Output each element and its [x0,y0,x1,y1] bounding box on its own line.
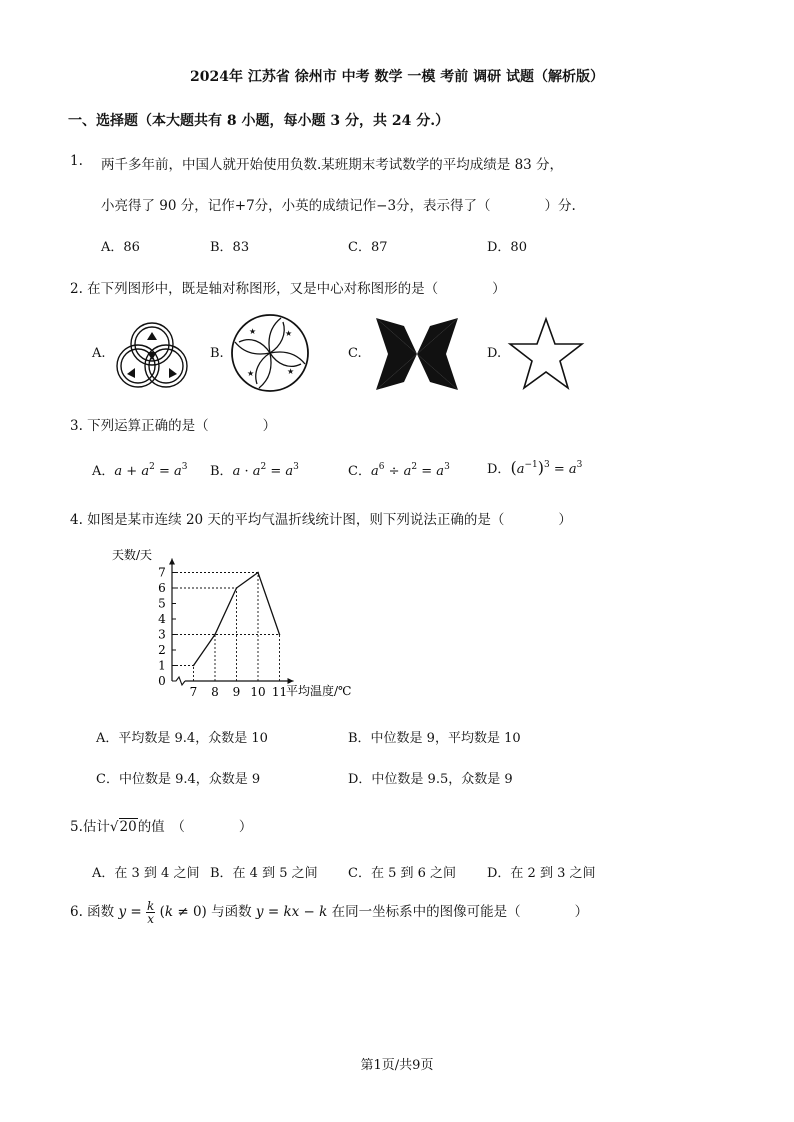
q1-line1: 两千多年前，中国人就开始使用负数.某班期末考试数学的平均成绩是 83 分， [101,157,564,173]
y-tick-label: 1 [158,658,166,673]
fraction-k-over-x: $\frac{k}{x}$ [147,899,155,926]
data-point [214,634,216,636]
q5-option-c: C．在 5 到 6 之间 [348,866,457,881]
x-tick-label: 11 [271,685,288,699]
y-axis-label: 天数/天 [112,548,153,562]
star-icon: ★ [247,369,255,378]
q1-option-a: A．86 [101,240,140,255]
q4-option-d: D．中位数是 9.5，众数是 9 [348,772,513,787]
q3-option-a: A．$a + a^2 = a^3$ [92,462,188,479]
q2-label-a: A. [92,346,106,361]
y-tick-label: 4 [158,612,166,626]
q5-text: 5.估计√20的值 （ ） [70,819,253,835]
q6-text: 6. 函数 y = $\frac{k}{x}$ (k ≠ 0) 与函数 y = kx − k 在同一坐标系中的图像可能是（ ） [70,899,589,926]
q3-option-b: B．$a \cdot a^2 = a^3$ [210,462,299,479]
q2-text: 2. 在下列图形中，既是轴对称图形，又是中心对称图形的是（ ） [70,281,506,297]
star-icon: ★ [249,327,257,336]
y-tick-label: 2 [158,643,166,657]
star-icon: ★ [287,367,295,376]
q2-label-d: D. [487,346,502,361]
section-heading: 一、选择题（本大题共有 8 小题，每小题 3 分，共 24 分.） [68,113,450,129]
temperature-line-chart [108,545,398,705]
x-tick-label: 7 [189,685,198,699]
q2-label-c: C. [348,346,362,361]
page-title: 2024年 江苏省 徐州市 中考 数学 一模 考前 调研 试题（解析版） [190,69,604,85]
q3-option-d: D．$(a^{-1})^3 = a^3$ [487,458,583,477]
axis-break-mark [172,677,185,685]
x-axis-label: 平均温度/℃ [286,684,352,698]
q3-option-c: C．$a^6 \div a^2 = a^3$ [348,462,450,479]
data-point [193,665,195,667]
q1-option-b: B．83 [210,240,250,255]
sqrt-expression: √20 [109,819,137,835]
q5-option-d: D．在 2 到 3 之间 [487,866,596,881]
q2-label-b: B. [210,346,224,361]
y-tick-label: 0 [158,674,166,688]
data-point [257,572,259,574]
q4-option-b: B．中位数是 9，平均数是 10 [348,731,521,746]
star-icon: ★ [285,329,293,338]
triquetra-figure [110,318,194,390]
data-point [236,587,238,589]
y-tick-label: 5 [158,596,166,611]
q5-option-a: A．在 3 到 4 之间 [92,866,200,881]
y-tick-label: 6 [158,581,166,595]
data-point [279,634,281,636]
y-axis-arrow [169,559,175,565]
q1-option-c: C．87 [348,240,388,255]
q1-line2: 小亮得了 90 分，记作+7分，小英的成绩记作−3分，表示得了（ ）分. [101,198,576,214]
pinwheel-circle-figure [229,312,311,394]
q5-option-b: B．在 4 到 5 之间 [210,866,318,881]
page-footer: 第1页/共9页 [360,1058,434,1073]
y-tick-label: 7 [158,565,166,580]
x-tick-label: 10 [250,685,266,699]
star-outline-figure [506,316,586,392]
rhombus-pair-figure [376,318,458,390]
q1-number: 1. [70,153,83,169]
q4-option-c: C．中位数是 9.4，众数是 9 [96,772,261,787]
q4-option-a: A．平均数是 9.4，众数是 10 [96,731,268,746]
x-tick-label: 9 [232,685,241,699]
y-tick-label: 3 [158,627,166,642]
x-tick-label: 8 [211,685,219,699]
q4-text: 4. 如图是某市连续 20 天的平均气温折线统计图，则下列说法正确的是（ ） [70,512,572,528]
q3-text: 3. 下列运算正确的是（ ） [70,418,277,434]
q1-option-d: D．80 [487,240,527,255]
